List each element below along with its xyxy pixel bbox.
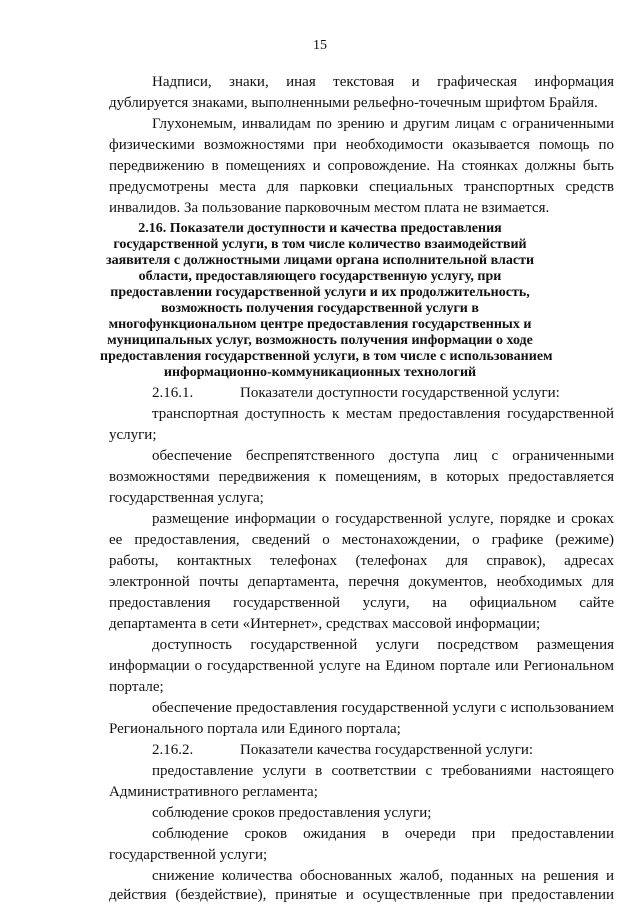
section-heading-line: предоставления государственной услуги, в том числе с использованием [100,349,553,364]
text-line: Надписи, знаки, иная текстовая и графическая информация [152,74,614,90]
subsection-number: 2.16.1. [152,385,194,401]
text-line: Глухонемым, инвалидам по зрению и другим лицам с ограниченными [152,116,614,132]
text-line: департамента в сети «Интернет», средствах массовой информации; [109,616,541,632]
text-line: соблюдение сроков предоставления услуги; [152,805,432,821]
page-number: 15 [313,38,327,53]
section-heading-line: области, предоставляющего государственную услугу, при [138,269,502,284]
text-line: государственной услуги; [109,847,268,863]
text-line: предоставления государственной услуги, на официальном сайте [109,595,614,611]
text-line: предоставление услуги в соответствии с требованиями настоящего [152,763,614,779]
text-line: электронной почты департамента, перечня документов, необходимых для [109,574,614,590]
text-line: доступность государственной услуги посредством размещения [152,637,614,653]
section-heading-line: предоставлении государственной услуги и их продолжительность, [110,285,530,300]
text-line: соблюдение сроков ожидания в очереди при предоставлении [152,826,614,842]
text-line: инвалидов. За пользование парковочным местом плата не взимается. [109,200,550,216]
text-line: информации о государственной услуге на Едином портале или Региональном [109,658,614,674]
text-line: физическими возможностями при необходимости оказывается помощь по [109,137,614,153]
section-heading-line: информационно-коммуникационных технологий [163,365,477,380]
section-heading-line: государственной услуги, в том числе количество взаимодействий [113,237,527,252]
subsection-number: 2.16.2. [152,742,194,758]
text-line: предусмотрены места для парковки специальных транспортных средств [109,179,614,195]
text-line: снижение количества обоснованных жалоб, поданных на решения и [152,868,614,884]
text-line: возможностями передвижения к помещениям, в которых предоставляется [109,469,614,485]
text-line: Регионального портала или Единого портала; [109,721,401,737]
section-heading-line: возможность получения государственной услуги в [161,301,479,316]
subsection-title: Показатели качества государственной услуги: [240,742,534,758]
text-line: обеспечение предоставления государственной услуги с использованием [152,700,614,716]
text-line: государственная услуга; [109,490,264,506]
text-line: действия (бездействие), принятые и осуществленные при предоставлении [109,887,614,903]
text-line: передвижению в помещениях и сопровождение. На стоянках должны быть [109,158,614,174]
text-line: ее предоставления, сведений о местонахождении, о графике (режиме) [109,532,614,548]
text-line: портале; [109,679,164,695]
section-heading-line: заявителя с должностными лицами органа исполнительной власти [105,253,535,268]
section-heading-line: многофункциональном центре предоставления государственных и [108,317,532,332]
section-heading-line: 2.16. Показатели доступности и качества предоставления [138,221,502,236]
text-line: дублируется знаками, выполненными рельефно-точечным шрифтом Брайля. [109,95,598,111]
text-line: транспортная доступность к местам предоставления государственной [152,406,614,422]
text-line: услуги; [109,427,157,443]
text-line: размещение информации о государственной услуге, порядке и сроках [152,511,614,527]
section-heading-line: муниципальных услуг, возможность получения информации о ходе [107,333,533,348]
text-line: Административного регламента; [109,784,318,800]
text-line: работы, контактных телефонах (телефонах для справок), адресах [109,553,614,569]
text-line: обеспечение беспрепятственного доступа лиц с ограниченными [152,448,614,464]
subsection-title: Показатели доступности государственной услуги: [240,385,560,401]
